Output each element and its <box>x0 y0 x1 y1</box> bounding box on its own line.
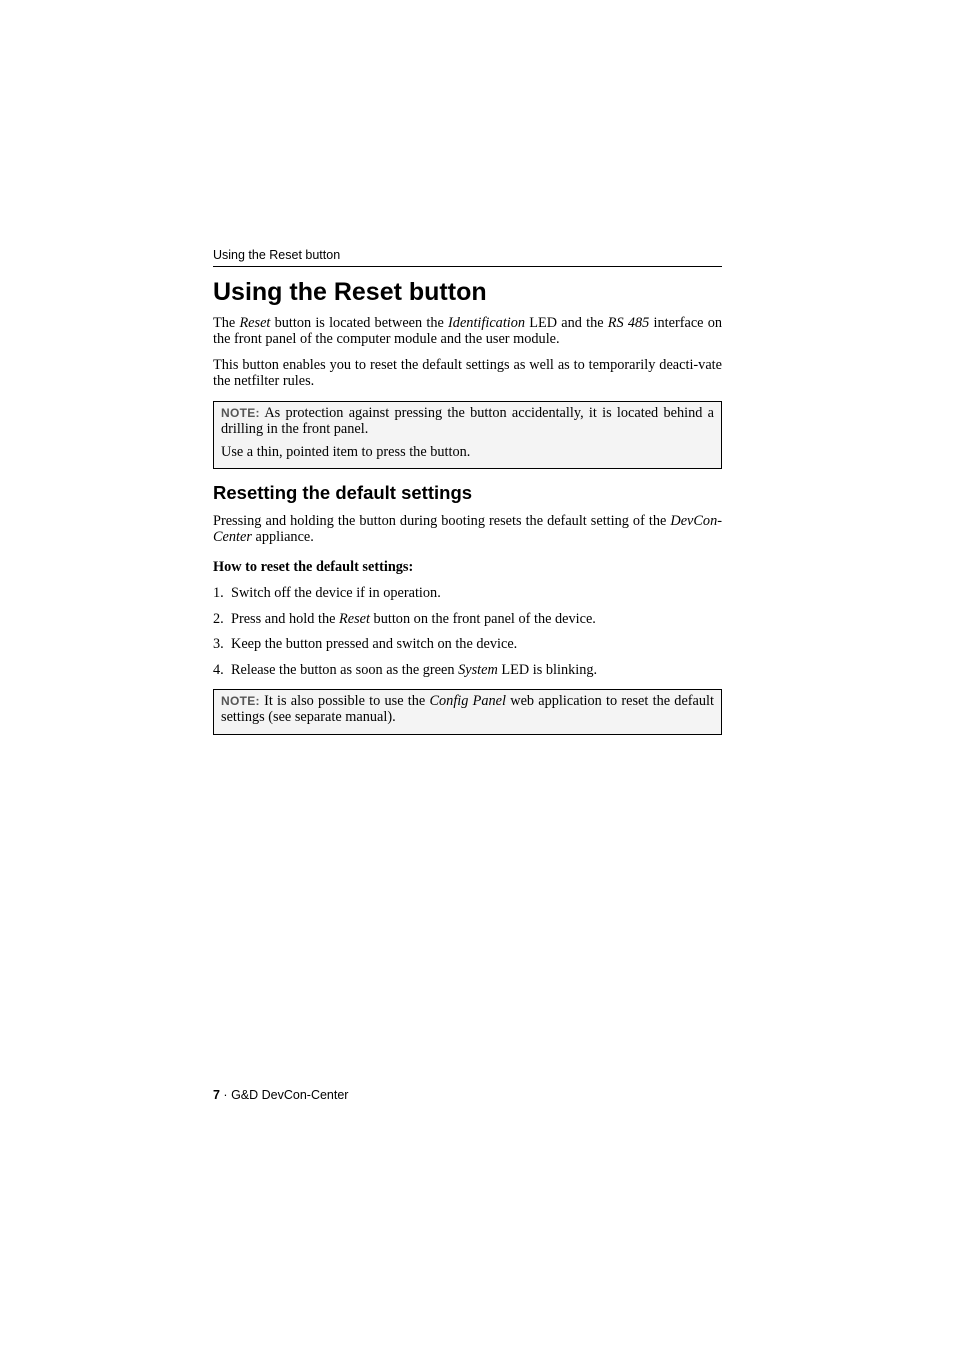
term-config-panel: Config Panel <box>429 693 507 709</box>
note-paragraph-2: Use a thin, pointed item to press the button. <box>221 443 471 460</box>
step-item <box>213 585 722 601</box>
footer-product-name: G&D DevCon-Center <box>231 1088 349 1102</box>
note-box-config-panel <box>213 689 722 735</box>
step-text: Switch off the device if in operation. <box>231 585 441 601</box>
procedure-heading: How to reset the default settings: <box>213 559 414 575</box>
section-paragraph <box>213 513 722 546</box>
intro-paragraph-1 <box>213 315 722 348</box>
step-item <box>213 611 722 627</box>
step-number: 2. <box>213 610 224 627</box>
step-number: 1. <box>213 585 224 601</box>
page-number: 7 <box>213 1088 220 1102</box>
procedure-steps <box>213 585 722 688</box>
text-run: appliance. <box>251 529 314 546</box>
text-run: LED and the <box>525 315 608 331</box>
note-box-protection <box>213 401 722 469</box>
running-header: Using the Reset button <box>213 248 722 267</box>
text-run: interface on the front panel of the computer module and the user module. <box>213 315 723 348</box>
term-devcon-center: DevCon-Center <box>213 513 722 546</box>
term-system: System <box>458 662 498 679</box>
note-paragraph <box>221 693 714 726</box>
term-reset: Reset <box>239 315 271 331</box>
note-paragraph <box>221 405 714 438</box>
step-text: LED is blinking. <box>497 662 598 679</box>
page-title: Using the Reset button <box>213 278 487 306</box>
text-run: The <box>213 315 240 331</box>
step-text: Press and hold the <box>231 610 340 627</box>
note-text: web application to reset the default settings (see separate manual). <box>221 693 714 726</box>
note-label: NOTE: <box>221 694 260 708</box>
note-label: NOTE: <box>221 406 260 420</box>
text-run: Pressing and holding the button during booting resets the default setting of the <box>213 513 671 529</box>
step-item <box>213 662 722 678</box>
section-heading: Resetting the default settings <box>213 482 473 503</box>
text-run: button is located between the <box>270 315 449 331</box>
term-reset: Reset <box>339 610 370 627</box>
step-text: Keep the button pressed and switch on the device. <box>231 636 518 653</box>
intro-paragraph-2: This button enables you to reset the default settings as well as to temporarily deacti-vate the netfilter rules. <box>213 357 722 390</box>
step-text: button on the front panel of the device. <box>369 610 596 627</box>
term-identification: Identification <box>448 315 526 331</box>
step-text: Release the button as soon as the green <box>231 662 459 679</box>
footer-separator: · <box>219 1088 232 1102</box>
page-footer <box>213 1088 348 1103</box>
step-item <box>213 636 722 652</box>
note-text: As protection against pressing the button accidentally, it is located behind a drilling in the front panel. <box>221 405 714 438</box>
step-number: 3. <box>213 636 224 653</box>
term-rs485: RS 485 <box>607 315 650 331</box>
step-number: 4. <box>213 662 224 679</box>
note-text: It is also possible to use the <box>259 693 430 709</box>
